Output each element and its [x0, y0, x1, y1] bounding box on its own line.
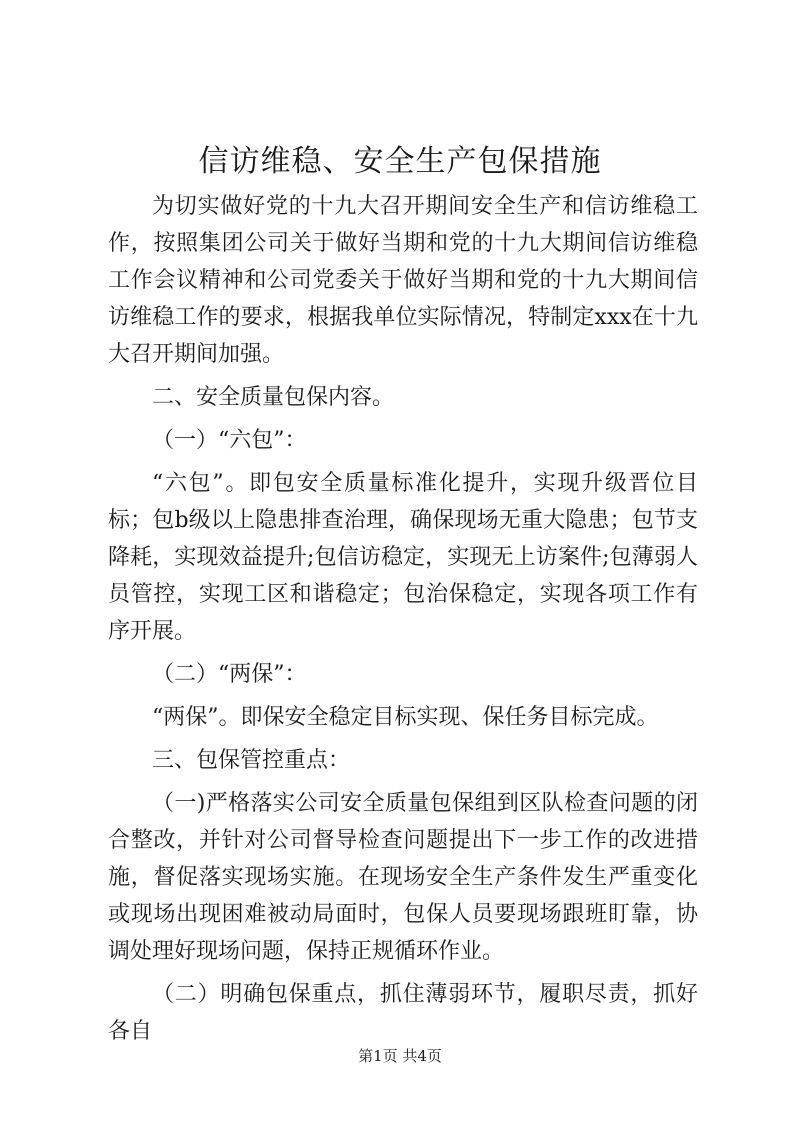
- section-heading-2: 二、安全质量包保内容。: [152, 385, 395, 410]
- subheading-six-packages: （一）“六包”：: [152, 428, 307, 453]
- subheading-two-guarantees: （二）“两保”：: [152, 662, 307, 687]
- intro-paragraph: 为切实做好党的十九大召开期间安全生产和信访维稳工作，按照集团公司关于做好当期和党的十九大期间信访维稳工作会议精神和公司党委关于做好当期和党的十九大期间信访维稳工作的要求，根据我单位实际情况，特制定xxx在十九大召开期间加强。: [108, 194, 698, 367]
- section-heading-3: 三、包保管控重点：: [152, 748, 351, 773]
- page-footer: 第1页 共4页: [358, 1047, 442, 1065]
- six-packages-paragraph: “六包”。即包安全质量标准化提升，实现升级晋位目标；包b级以上隐患排查治理，确保现场无重大隐患；包节支降耗，实现效益提升;包信访稳定，实现无上访案件;包薄弱人员管控，实现工区和谐稳定；包治保稳定，实现各项工作有序开展。: [108, 471, 698, 644]
- control-point-2-paragraph: （二）明确包保重点，抓住薄弱环节，履职尽责，抓好各自: [108, 982, 698, 1044]
- document-body: [108, 188, 698, 1050]
- two-guarantees-paragraph: “两保”。即保安全稳定目标实现、保任务目标完成。: [152, 705, 659, 730]
- document-title: 信访维稳、安全生产包保措施: [198, 144, 602, 179]
- control-point-1-paragraph: （一)严格落实公司安全质量包保组到区队检查问题的闭合整改，并针对公司督导检查问题提出下一步工作的改进措施，督促落实现场实施。在现场安全生产条件发生严重变化或现场出现困难被动局面时，包保人员要现场跟班盯靠，协调处理好现场问题，保持正规循环作业。: [108, 791, 698, 964]
